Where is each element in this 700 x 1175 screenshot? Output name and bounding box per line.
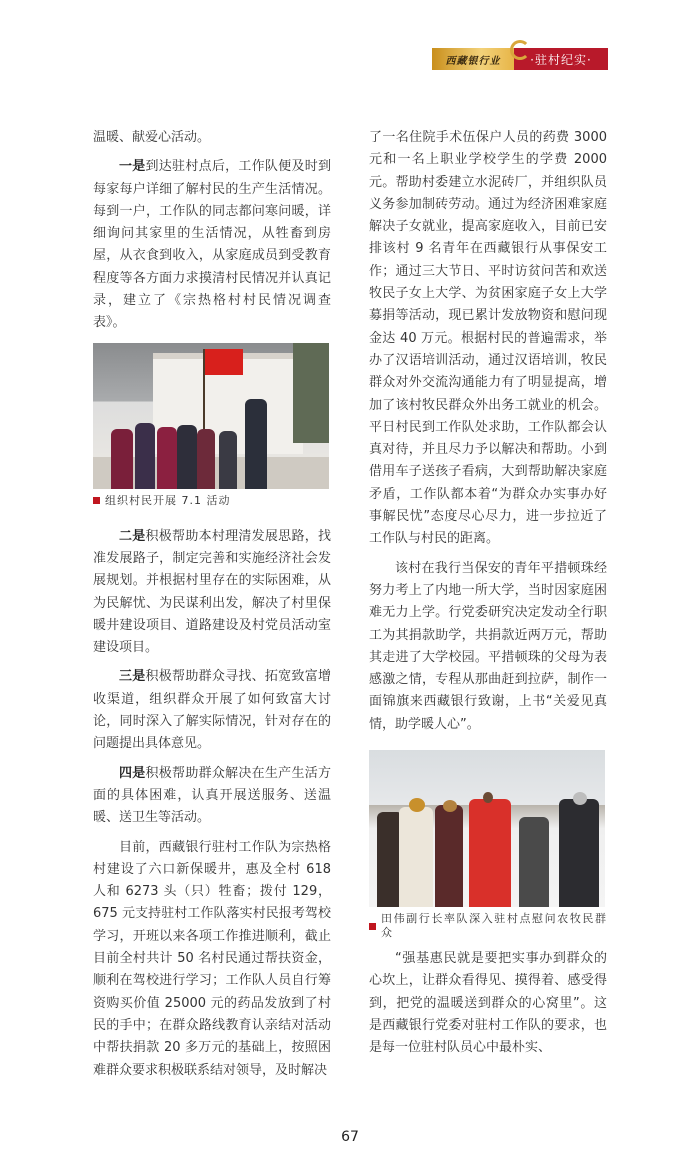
paragraph: 该村在我行当保安的青年平措顿珠经努力考上了内地一所大学，当时因家庭困难无力上学。行党委研究决定发动全行职工为其捐款助学，共捐款近两万元，帮助其走进了大学校园。平措顿珠的父母为表感激之情，专程从那曲赶到拉萨，制作一面锦旗来西藏银行致谢，上书“关爱见真情，助学暖人心”。 [369, 560, 607, 732]
magazine-logo: 西藏银行业 [432, 48, 514, 70]
paragraph [93, 526, 331, 660]
paragraph-text: 到达驻村点后，工作队便及时到每家每户详细了解村民的生产生活情况。每到一户，工作队的同志都问寒问暖，详细询问其家里的生活情况，从牲畜到房屋，从衣食到收入，从家庭成员到受教育程度等各方面力求摸清村民情况并认真记录，建立了《宗热格村村民情况调查表》。 [93, 159, 331, 331]
section-title: ·驻村纪实· [514, 48, 608, 70]
caption-text: 组织村民开展 7.1 活动 [105, 493, 231, 507]
photo2-caption [369, 912, 607, 940]
section-banner [432, 48, 608, 70]
caption-text: 田伟副行长率队深入驻村点慰问农牧民群众 [381, 912, 607, 940]
left-column [93, 127, 331, 1089]
paragraph: “强基惠民就是要把实事办到群众的心坎上，让群众看得见、摸得着、感受得到，把党的温暖送到群众的心窝里”。这是西藏银行党委对驻村工作队的要求，也是每一位驻村队员心中最朴实、 [369, 951, 607, 1056]
paragraph-text: 积极帮助本村理清发展思路，找准发展路子，制定完善和实施经济社会发展规划。并根据村里存在的实际困难，从为民解忧、为民谋利出发，解决了村里保暖井建设项目、道路建设及村党员活动室建设项目。 [93, 528, 331, 656]
photo-villagers-activity [93, 343, 329, 489]
paragraph-text: 积极帮助群众寻找、拓宽致富增收渠道，组织群众开展了如何致富大讨论，同时深入了解实际情况，针对存在的问题提出具体意见。 [93, 669, 331, 752]
paragraph-lead: 一是 [119, 159, 146, 175]
page-number: 67 [341, 1128, 359, 1145]
paragraph [93, 763, 331, 830]
paragraph: 目前，西藏银行驻村工作队为宗热格村建设了六口新保暖井，惠及全村 618 人和 6273 头（只）牲畜；拨付 129，675 元支持驻村工作队落实村民报考驾校学习，开班以来各项工作推进顺利，截止目前全村共计 50 名村民通过帮扶资金，顺利在驾校进行学习；工作队人员自行筹资购买价值 25000 元的药品发放到了村民的手中；在群众路线教育认亲结对活动中帮扶捐款 20 多万元的基础上，按照困难群众要求积极联系结对领导，及时解决 [93, 839, 331, 1078]
swirl-ornament-icon [510, 40, 530, 60]
right-column [369, 127, 607, 1067]
paragraph-lead: 三是 [119, 669, 146, 685]
paragraph-lead: 四是 [119, 765, 146, 781]
paragraph [93, 156, 331, 334]
paragraph [93, 666, 331, 755]
paragraph: 了一名住院手术伍保户人员的药费 3000 元和一名上职业学校学生的学费 2000 元。帮助村委建立水泥砖厂，并组织队员义务参加制砖劳动。通过为经济困难家庭解决子女就业，提高家庭收入，目前已安排该村 9 名青年在西藏银行从事保安工作；通过三大节日、平时访贫问苦和欢送牧民子女上大学、为贫困家庭子女上大学募捐等活动，现已累计发放物资和慰问现金达 40 万元。根据村民的普遍需求，举办了汉语培训活动，通过汉语培训，牧民群众对外交流沟通能力有了明显提高，增加了该村牧民群众外出务工就业的机会。平日村民到工作队处求助，工作队都会认真对待，并且尽力予以解决和帮助。小到借用车子送孩子看病，大到帮助解决家庭矛盾，工作队都本着“为群众办实事办好事解民忧”态度尽心尽力，进一步拉近了工作队与村民的距离。 [369, 130, 607, 547]
photo1-caption [93, 494, 331, 508]
flag-icon [205, 349, 243, 375]
caption-marker-icon [93, 497, 100, 504]
paragraph-lead: 二是 [119, 528, 146, 544]
paragraph-text: 积极帮助群众解决在生产生活方面的具体困难，认真开展送服务、送温暖、送卫生等活动。 [93, 765, 331, 826]
caption-marker-icon [369, 923, 376, 930]
paragraph: 温暖、献爱心活动。 [93, 130, 211, 145]
photo-leader-visiting-herders [369, 750, 605, 907]
